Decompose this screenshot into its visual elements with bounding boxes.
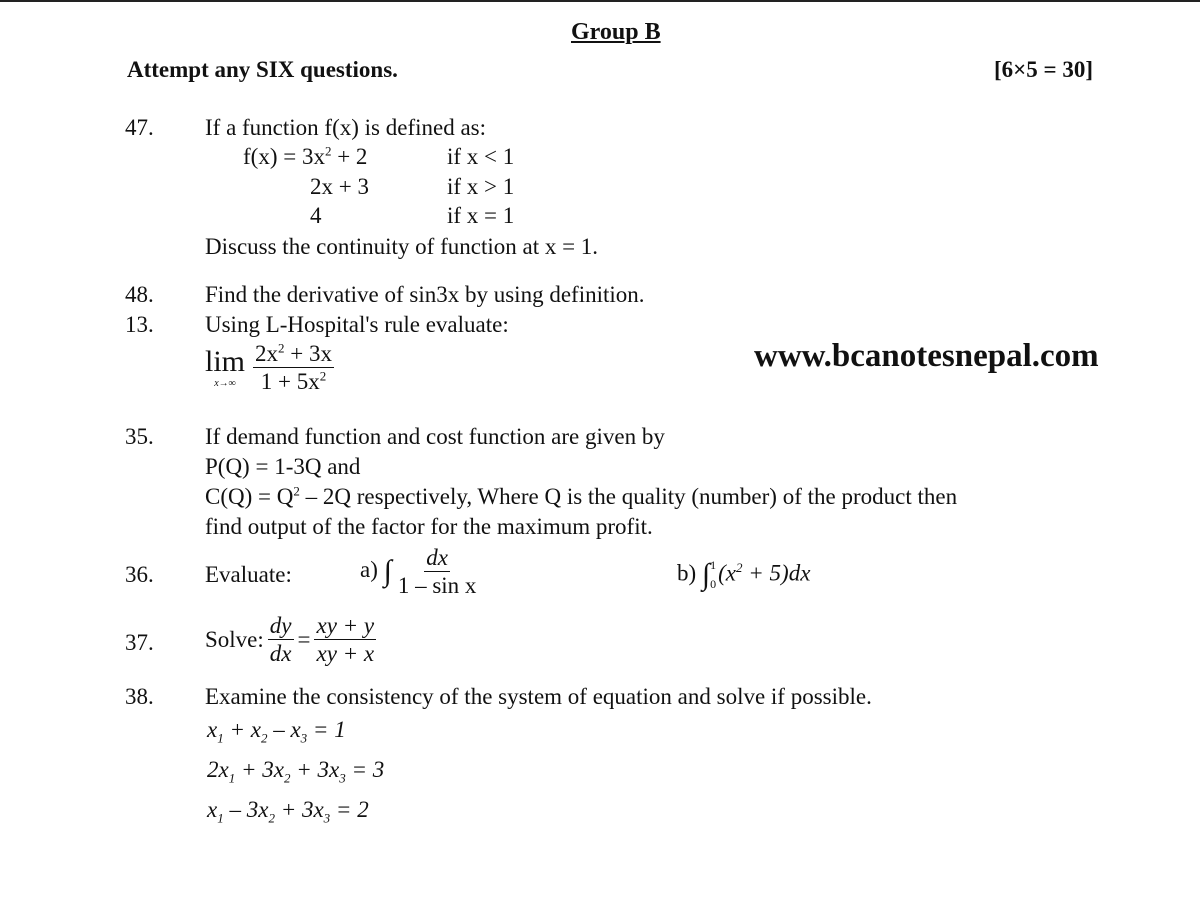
question-35-line-2: P(Q) = 1-3Q and — [205, 454, 361, 479]
question-36-label: Evaluate: — [205, 562, 292, 587]
website-watermark: www.bcanotesnepal.com — [754, 338, 1099, 374]
limit-operator: lim x→∞ — [205, 344, 246, 389]
marks-allocation: [6×5 = 30] — [994, 57, 1094, 82]
piecewise-condition-1: if x < 1 — [447, 144, 515, 169]
question-35-line-4: find output of the factor for the maximum profit. — [205, 514, 653, 539]
question-47-text: If a function f(x) is defined as: — [205, 115, 487, 140]
question-13-text: Using L-Hospital's rule evaluate: — [205, 312, 509, 337]
equation-3: $x_1 - 3x_2 + 3x_3 = 2$ — [207, 797, 369, 826]
question-35-line-3: $C(Q) = Q^2 - 2Q$ respectively, Where Q is the quality (number) of the product then — [205, 483, 958, 509]
integral-b: b) ∫ 1 0 $(x^2 + 5)dx$ — [677, 558, 811, 592]
instruction: Attempt any SIX questions. — [127, 57, 398, 82]
top-rule — [0, 0, 1200, 2]
integral-a: a) ∫ $\frac{dx}{\text{1 – sin x}}$ — [360, 545, 477, 598]
question-number-37: 37. — [125, 630, 154, 655]
question-number-47: 47. — [125, 115, 154, 140]
piecewise-case-3: 4 — [310, 203, 322, 228]
question-38-text: Examine the consistency of the system of equation and solve if possible. — [205, 684, 872, 709]
question-47-discuss: Discuss the continuity of function at x = 1. — [205, 234, 599, 259]
question-number-48: 48. — [125, 282, 154, 307]
question-number-13: 13. — [125, 312, 154, 337]
differential-equation: Solve: $\frac{dy}{dx}$ = $\frac{xy + y}{xy + x}$ — [205, 613, 375, 666]
piecewise-condition-2: if x > 1 — [447, 174, 515, 199]
section-title: Group B — [571, 19, 661, 45]
piecewise-case-2: 2x + 3 — [310, 174, 369, 199]
equation-1: $x_1 + x_2 - x_3 = 1$ — [207, 717, 346, 746]
question-35-line-1: If demand function and cost function are given by — [205, 424, 665, 449]
question-number-38: 38. — [125, 684, 154, 709]
piecewise-case-1: $f(x) = 3x^2 + 2$ — [243, 143, 368, 169]
question-number-35: 35. — [125, 424, 154, 449]
piecewise-condition-3: if x = 1 — [447, 203, 515, 228]
limit-expression — [205, 342, 338, 393]
equation-2: $2x_1 + 3x_2 + 3x_3 = 3$ — [207, 757, 385, 786]
question-number-36: 36. — [125, 562, 154, 587]
question-48-text: Find the derivative of sin3x by using definition. — [205, 282, 645, 307]
limit-fraction: $\frac{2x^2 + 3x}{1 + 5x^2}$ — [255, 340, 332, 394]
